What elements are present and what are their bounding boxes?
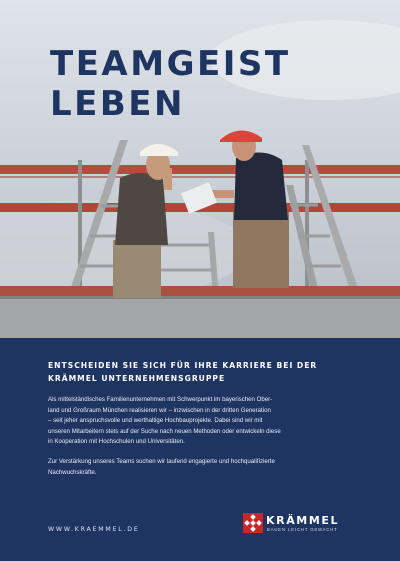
body-line: in Kooperation mit Hochschulen und Universitäten. xyxy=(48,438,185,446)
logo-tagline: BAUEN LEICHT GEMACHT xyxy=(267,527,338,532)
kraemmel-logo xyxy=(243,513,355,535)
body-paragraph-2 xyxy=(48,457,368,478)
info-panel xyxy=(0,338,400,561)
body-line: – seit jeher anspruchsvolle und werthaltige Hochbauprojekte. Dabei sind wir mit xyxy=(48,417,263,425)
body-line: Nachwuchskräfte. xyxy=(48,468,97,476)
body-line: Zur Verstärkung unseres Teams suchen wir laufend engagierte und hochqualifizierte xyxy=(48,457,275,465)
logo-name: KRÄMMEL xyxy=(266,514,340,527)
headline xyxy=(50,44,291,124)
body-text xyxy=(48,395,368,478)
body-line: land und Großraum München realisieren wir – inzwischen in der dritten Generation xyxy=(48,406,271,414)
body-line: Als mittelständisches Familienunternehmen mit Schwerpunkt im bayerischen Ober- xyxy=(48,396,273,403)
headline-line-2: LEBEN xyxy=(50,84,185,124)
headline-line-1: TEAMGEIST xyxy=(50,44,291,84)
subheadline-line-2: KRÄMMEL UNTERNEHMENSGRUPPE xyxy=(48,374,226,383)
body-paragraph-1 xyxy=(48,395,368,448)
subheadline xyxy=(48,359,358,385)
kraemmel-logo-icon xyxy=(243,513,263,533)
subheadline-line-1: ENTSCHEIDEN SIE SICH FÜR IHRE KARRIERE BEI DER xyxy=(48,361,318,370)
website-link[interactable]: WWW.KRAEMMEL.DE xyxy=(48,526,140,533)
body-line: unseren Mitarbeitern stets auf der Suche nach neuen Methoden oder entwickeln diese xyxy=(48,427,281,435)
